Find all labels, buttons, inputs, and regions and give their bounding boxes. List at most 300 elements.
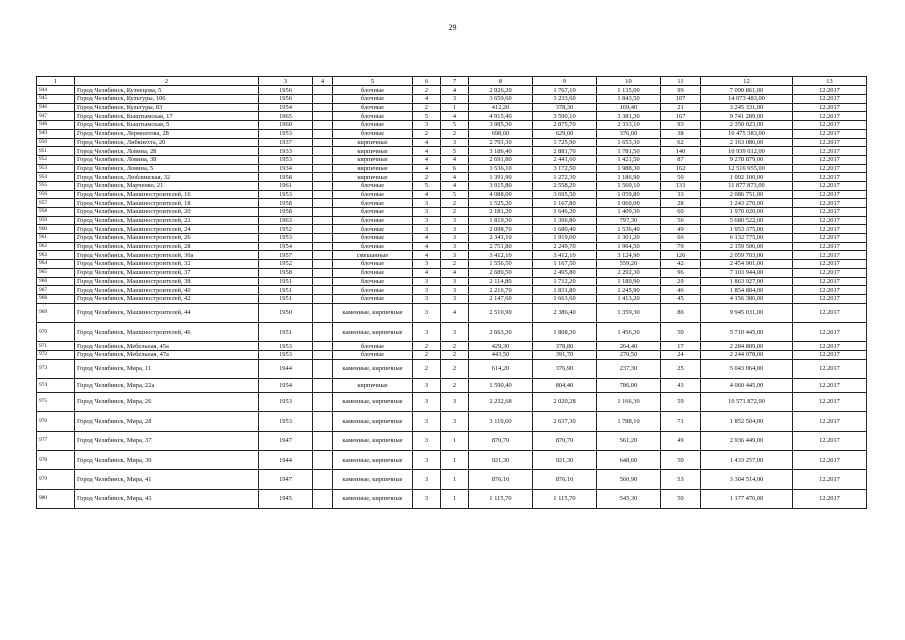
cell-address: Город Челябинск, Культуры, 83 [75, 103, 259, 112]
cell-wall-material: блочные [333, 234, 413, 243]
cell-address: Город Челябинск, Ловина, 5 [75, 164, 259, 173]
cell-cost: 10 571 872,00 [701, 392, 793, 411]
cell-residents: 79 [661, 242, 701, 251]
cell-residential-area: 3 233,60 [533, 95, 597, 104]
cell-entrances: 2 [441, 208, 469, 217]
cell-total-area: 3 915,80 [469, 181, 533, 190]
cell-entrances: 3 [441, 412, 469, 431]
cell-build-year: 1952 [259, 260, 313, 269]
cell-area-10: 270,50 [597, 351, 661, 360]
cell-residents: 29 [661, 277, 701, 286]
cell-wall-material: блочные [333, 190, 413, 199]
cell-deadline: 12.2017 [793, 392, 867, 411]
cell-floors: 2 [413, 173, 441, 182]
cell-area-10: 1 988,30 [597, 164, 661, 173]
cell-deadline: 12.2017 [793, 147, 867, 156]
cell-total-area: 2 791,30 [469, 138, 533, 147]
cell-area-10: 2 292,30 [597, 268, 661, 277]
cell-build-year: 1953 [259, 129, 313, 138]
cell-cost: 2 350 023,00 [701, 121, 793, 130]
cell-build-year: 1951 [259, 294, 313, 303]
cell-total-area: 614,20 [469, 359, 533, 378]
cell-residents: 45 [661, 294, 701, 303]
cell-cost: 2 244 078,00 [701, 351, 793, 360]
cell-residents: 53 [661, 470, 701, 489]
cell-cost: 9 741 289,00 [701, 112, 793, 121]
cell-address: Город Челябинск, Мира, 22а [75, 379, 259, 393]
cell-area-10: 1 653,30 [597, 138, 661, 147]
cell-deadline: 12.2017 [793, 86, 867, 95]
cell-address: Город Челябинск, Машиностроителей, 18 [75, 199, 259, 208]
cell-total-area: 2 232,68 [469, 392, 533, 411]
cell-wall-material: кирпичные [333, 147, 413, 156]
table-row [37, 129, 867, 138]
cell-total-area: 1 391,90 [469, 173, 533, 182]
cell-col-4 [313, 242, 333, 251]
cell-address: Город Челябинск, Марченко, 21 [75, 181, 259, 190]
cell-deadline: 12.2017 [793, 470, 867, 489]
cell-floors: 3 [413, 225, 441, 234]
cell-entrances: 3 [441, 138, 469, 147]
cell-deadline: 12.2017 [793, 242, 867, 251]
cell-area-10: 1 059,80 [597, 190, 661, 199]
cell-area-10: 237,30 [597, 359, 661, 378]
cell-row-number: 965 [37, 268, 75, 277]
cell-build-year: 1956 [259, 86, 313, 95]
table-row [37, 181, 867, 190]
cell-wall-material: блочные [333, 199, 413, 208]
table-row [37, 277, 867, 286]
cell-total-area: 429,30 [469, 342, 533, 351]
cell-address: Город Челябинск, Кузнецова, 5 [75, 86, 259, 95]
table-row [37, 103, 867, 112]
cell-build-year: 1961 [259, 181, 313, 190]
cell-build-year: 1957 [259, 251, 313, 260]
cell-wall-material: блочные [333, 95, 413, 104]
cell-address: Город Челябинск, Ловина, 38 [75, 155, 259, 164]
cell-cost: 7 103 944,00 [701, 268, 793, 277]
cell-residential-area: 2 495,80 [533, 268, 597, 277]
table-row [37, 242, 867, 251]
cell-residents: 43 [661, 379, 701, 393]
cell-residential-area: 3 172,50 [533, 164, 597, 173]
table-row [37, 412, 867, 431]
cell-build-year: 1954 [259, 379, 313, 393]
table-row [37, 147, 867, 156]
cell-total-area: 412,20 [469, 103, 533, 112]
table-row [37, 138, 867, 147]
cell-col-4 [313, 86, 333, 95]
cell-residents: 167 [661, 112, 701, 121]
cell-build-year: 1958 [259, 199, 313, 208]
cell-address: Город Челябинск, Машиностроителей, 42 [75, 294, 259, 303]
cell-address: Город Челябинск, Машиностроителей, 30а [75, 251, 259, 260]
cell-area-10: 1 060,00 [597, 199, 661, 208]
cell-build-year: 1944 [259, 359, 313, 378]
cell-entrances: 1 [441, 103, 469, 112]
table-row [37, 95, 867, 104]
cell-row-number: 962 [37, 242, 75, 251]
cell-residential-area: 1 115,70 [533, 489, 597, 508]
cell-build-year: 1965 [259, 112, 313, 121]
cell-wall-material: каменные, кирпичные [333, 450, 413, 469]
cell-address: Город Челябинск, Машиностроителей, 46 [75, 322, 259, 341]
cell-cost: 2 059 703,00 [701, 251, 793, 260]
cell-residential-area: 376,90 [533, 359, 597, 378]
table-row [37, 121, 867, 130]
table-row [37, 208, 867, 217]
cell-residential-area: 1 767,10 [533, 86, 597, 95]
cell-entrances: 1 [441, 489, 469, 508]
cell-address: Город Челябинск, Машиностроителей, 24 [75, 225, 259, 234]
cell-area-10: 1 781,50 [597, 147, 661, 156]
cell-floors: 4 [413, 155, 441, 164]
cell-total-area: 2 147,60 [469, 294, 533, 303]
cell-col-4 [313, 359, 333, 378]
cell-row-number: 954 [37, 173, 75, 182]
cell-deadline: 12.2017 [793, 431, 867, 450]
cell-area-10: 786,00 [597, 379, 661, 393]
cell-total-area: 2 181,20 [469, 208, 533, 217]
cell-floors: 4 [413, 190, 441, 199]
cell-address: Город Челябинск, Мебельная, 45а [75, 342, 259, 351]
table-row [37, 286, 867, 295]
cell-wall-material: смешанные [333, 251, 413, 260]
cell-deadline: 12.2017 [793, 208, 867, 217]
cell-total-area: 2 510,90 [469, 303, 533, 322]
cell-floors: 4 [413, 138, 441, 147]
cell-area-10: 1 421,50 [597, 155, 661, 164]
cell-address: Город Челябинск, Машиностроителей, 20 [75, 208, 259, 217]
table-row [37, 164, 867, 173]
cell-deadline: 12.2017 [793, 412, 867, 431]
cell-total-area: 2 663,30 [469, 322, 533, 341]
cell-total-area: 2 114,80 [469, 277, 533, 286]
cell-floors: 3 [413, 431, 441, 450]
cell-wall-material: блочные [333, 351, 413, 360]
cell-cost: 1 177 476,00 [701, 489, 793, 508]
cell-floors: 2 [413, 351, 441, 360]
cell-row-number: 944 [37, 86, 75, 95]
table-row [37, 351, 867, 360]
table-row [37, 234, 867, 243]
cell-col-4 [313, 268, 333, 277]
cell-total-area: 2 689,50 [469, 268, 533, 277]
cell-build-year: 1953 [259, 234, 313, 243]
cell-area-10: 2 333,10 [597, 121, 661, 130]
cell-cost: 11 877 873,00 [701, 181, 793, 190]
cell-row-number: 947 [37, 112, 75, 121]
cell-address: Город Челябинск, Машиностроителей, 22 [75, 216, 259, 225]
cell-col-4 [313, 129, 333, 138]
cell-total-area: 3 985,30 [469, 121, 533, 130]
cell-area-10: 3 124,90 [597, 251, 661, 260]
cell-cost: 4 060 445,00 [701, 379, 793, 393]
cell-entrances: 4 [441, 181, 469, 190]
cell-col-4 [313, 190, 333, 199]
cell-entrances: 3 [441, 286, 469, 295]
cell-cost: 4 156 386,00 [701, 294, 793, 303]
cell-total-area: 4 088,00 [469, 190, 533, 199]
cell-floors: 3 [413, 470, 441, 489]
cell-address: Город Челябинск, Люблинская, 32 [75, 173, 259, 182]
cell-deadline: 12.2017 [793, 164, 867, 173]
cell-area-10: 1 166,30 [597, 392, 661, 411]
cell-residents: 66 [661, 234, 701, 243]
cell-deadline: 12.2017 [793, 225, 867, 234]
cell-row-number: 974 [37, 379, 75, 393]
cell-entrances: 5 [441, 121, 469, 130]
cell-row-number: 970 [37, 322, 75, 341]
cell-address: Город Челябинск, Мира, 41 [75, 470, 259, 489]
cell-entrances: 1 [441, 450, 469, 469]
cell-area-10: 560,90 [597, 470, 661, 489]
cell-floors: 4 [413, 251, 441, 260]
cell-wall-material: блочные [333, 112, 413, 121]
cell-total-area: 1 115,70 [469, 489, 533, 508]
cell-floors: 3 [413, 294, 441, 303]
cell-residents: 126 [661, 251, 701, 260]
cell-row-number: 976 [37, 412, 75, 431]
cell-total-area: 3 536,10 [469, 164, 533, 173]
cell-entrances: 2 [441, 379, 469, 393]
cell-deadline: 12.2017 [793, 450, 867, 469]
cell-residential-area: 1 808,30 [533, 322, 597, 341]
cell-build-year: 1953 [259, 412, 313, 431]
cell-col-4 [313, 277, 333, 286]
cell-row-number: 973 [37, 359, 75, 378]
cell-build-year: 1958 [259, 173, 313, 182]
column-number-12: 12 [701, 77, 793, 86]
cell-row-number: 972 [37, 351, 75, 360]
cell-floors: 3 [413, 412, 441, 431]
cell-residents: 60 [661, 208, 701, 217]
cell-area-10: 1 843,50 [597, 95, 661, 104]
cell-cost: 1 852 504,00 [701, 412, 793, 431]
housing-register-table [36, 76, 867, 509]
cell-col-4 [313, 412, 333, 431]
table-row [37, 155, 867, 164]
cell-wall-material: блочные [333, 129, 413, 138]
cell-area-10: 1 560,10 [597, 181, 661, 190]
cell-residents: 133 [661, 181, 701, 190]
cell-cost: 1 953 375,00 [701, 225, 793, 234]
cell-wall-material: блочные [333, 277, 413, 286]
cell-build-year: 1945 [259, 489, 313, 508]
cell-residents: 28 [661, 199, 701, 208]
cell-address: Город Челябинск, Лермонтова, 28 [75, 129, 259, 138]
cell-wall-material: каменные, кирпичные [333, 392, 413, 411]
cell-col-4 [313, 103, 333, 112]
cell-residential-area: 2 875,70 [533, 121, 597, 130]
cell-residential-area: 391,70 [533, 351, 597, 360]
cell-residents: 50 [661, 450, 701, 469]
cell-residents: 56 [661, 216, 701, 225]
table-row [37, 470, 867, 489]
cell-floors: 3 [413, 379, 441, 393]
cell-area-10: 1 245,90 [597, 286, 661, 295]
cell-residential-area: 1 831,80 [533, 286, 597, 295]
cell-floors: 2 [413, 359, 441, 378]
cell-total-area: 2 341,10 [469, 234, 533, 243]
cell-col-4 [313, 199, 333, 208]
table-row [37, 294, 867, 303]
cell-residential-area: 2 637,30 [533, 412, 597, 431]
cell-address: Город Челябинск, Либкнехта, 20 [75, 138, 259, 147]
cell-cost: 5 680 522,00 [701, 216, 793, 225]
column-number-9: 9 [533, 77, 597, 86]
cell-cost: 14 073 483,00 [701, 95, 793, 104]
cell-row-number: 969 [37, 303, 75, 322]
cell-build-year: 1950 [259, 303, 313, 322]
cell-deadline: 12.2017 [793, 216, 867, 225]
cell-total-area: 2 098,70 [469, 225, 533, 234]
cell-col-4 [313, 489, 333, 508]
cell-floors: 3 [413, 286, 441, 295]
cell-row-number: 964 [37, 260, 75, 269]
cell-entrances: 3 [441, 322, 469, 341]
cell-deadline: 12.2017 [793, 112, 867, 121]
cell-deadline: 12.2017 [793, 294, 867, 303]
cell-wall-material: блочные [333, 216, 413, 225]
cell-floors: 3 [413, 322, 441, 341]
cell-residential-area: 1 725,90 [533, 138, 597, 147]
cell-address: Город Челябинск, Мира, 39 [75, 450, 259, 469]
cell-floors: 4 [413, 164, 441, 173]
cell-total-area: 3 186,40 [469, 147, 533, 156]
cell-deadline: 12.2017 [793, 173, 867, 182]
cell-col-4 [313, 147, 333, 156]
cell-col-4 [313, 138, 333, 147]
cell-residential-area: 3 695,50 [533, 190, 597, 199]
table-row [37, 379, 867, 393]
cell-entrances: 2 [441, 351, 469, 360]
cell-area-10: 1 301,20 [597, 234, 661, 243]
cell-total-area: 1 525,20 [469, 199, 533, 208]
cell-floors: 2 [413, 86, 441, 95]
cell-residential-area: 1 396,80 [533, 216, 597, 225]
column-number-4: 4 [313, 77, 333, 86]
column-number-11: 11 [661, 77, 701, 86]
cell-row-number: 975 [37, 392, 75, 411]
table-row [37, 86, 867, 95]
cell-wall-material: каменные, кирпичные [333, 322, 413, 341]
table-row [37, 199, 867, 208]
cell-residential-area: 921,30 [533, 450, 597, 469]
cell-address: Город Челябинск, Мира, 37 [75, 431, 259, 450]
cell-area-10: 1 186,90 [597, 173, 661, 182]
cell-residential-area: 1 919,00 [533, 234, 597, 243]
cell-entrances: 3 [441, 277, 469, 286]
cell-residential-area: 629,00 [533, 129, 597, 138]
cell-row-number: 945 [37, 95, 75, 104]
cell-floors: 3 [413, 277, 441, 286]
table-row [37, 322, 867, 341]
cell-entrances: 2 [441, 260, 469, 269]
cell-entrances: 3 [441, 294, 469, 303]
cell-residents: 33 [661, 190, 701, 199]
cell-area-10: 648,60 [597, 450, 661, 469]
table-row [37, 225, 867, 234]
cell-col-4 [313, 208, 333, 217]
cell-build-year: 1956 [259, 95, 313, 104]
cell-cost: 1 092 100,00 [701, 173, 793, 182]
cell-wall-material: кирпичные [333, 379, 413, 393]
cell-cost: 2 159 506,00 [701, 242, 793, 251]
cell-col-4 [313, 294, 333, 303]
cell-residential-area: 870,70 [533, 431, 597, 450]
cell-col-4 [313, 95, 333, 104]
cell-area-10: 545,30 [597, 489, 661, 508]
cell-address: Город Челябинск, Мира, 11 [75, 359, 259, 378]
cell-entrances: 1 [441, 431, 469, 450]
cell-deadline: 12.2017 [793, 95, 867, 104]
cell-total-area: 1 556,50 [469, 260, 533, 269]
cell-residential-area: 1 167,80 [533, 199, 597, 208]
cell-row-number: 963 [37, 251, 75, 260]
cell-entrances: 3 [441, 251, 469, 260]
cell-residential-area: 2 881,70 [533, 147, 597, 156]
page-number: 29 [448, 23, 457, 32]
cell-floors: 4 [413, 268, 441, 277]
table-row [37, 392, 867, 411]
cell-entrances: 4 [441, 155, 469, 164]
cell-cost: 7 090 861,00 [701, 86, 793, 95]
cell-wall-material: блочные [333, 181, 413, 190]
cell-residential-area: 2 020,28 [533, 392, 597, 411]
cell-row-number: 952 [37, 155, 75, 164]
cell-deadline: 12.2017 [793, 268, 867, 277]
cell-build-year: 1947 [259, 470, 313, 489]
cell-area-10: 1 189,90 [597, 277, 661, 286]
cell-address: Город Челябинск, Мира, 26 [75, 392, 259, 411]
cell-cost: 12 516 955,00 [701, 164, 793, 173]
cell-entrances: 3 [441, 95, 469, 104]
cell-deadline: 12.2017 [793, 379, 867, 393]
cell-row-number: 966 [37, 277, 75, 286]
cell-area-10: 561,20 [597, 431, 661, 450]
cell-build-year: 1951 [259, 322, 313, 341]
cell-floors: 3 [413, 260, 441, 269]
cell-build-year: 1954 [259, 103, 313, 112]
cell-floors: 2 [413, 103, 441, 112]
cell-deadline: 12.2017 [793, 181, 867, 190]
cell-area-10: 1 456,30 [597, 322, 661, 341]
cell-entrances: 3 [441, 225, 469, 234]
column-number-1: 1 [37, 77, 75, 86]
cell-residents: 99 [661, 86, 701, 95]
cell-build-year: 1953 [259, 392, 313, 411]
cell-deadline: 12.2017 [793, 359, 867, 378]
cell-entrances: 1 [441, 470, 469, 489]
cell-cost: 2 454 901,00 [701, 260, 793, 269]
cell-deadline: 12.2017 [793, 260, 867, 269]
cell-entrances: 2 [441, 129, 469, 138]
cell-floors: 3 [413, 208, 441, 217]
table-row [37, 216, 867, 225]
cell-entrances: 5 [441, 190, 469, 199]
cell-build-year: 1951 [259, 286, 313, 295]
cell-address: Город Челябинск, Мебельная, 47а [75, 351, 259, 360]
cell-build-year: 1953 [259, 351, 313, 360]
cell-row-number: 978 [37, 450, 75, 469]
cell-row-number: 948 [37, 121, 75, 130]
cell-cost: 1 854 884,00 [701, 286, 793, 295]
cell-floors: 3 [413, 392, 441, 411]
cell-area-10: 264,40 [597, 342, 661, 351]
cell-row-number: 957 [37, 199, 75, 208]
cell-floors: 4 [413, 95, 441, 104]
